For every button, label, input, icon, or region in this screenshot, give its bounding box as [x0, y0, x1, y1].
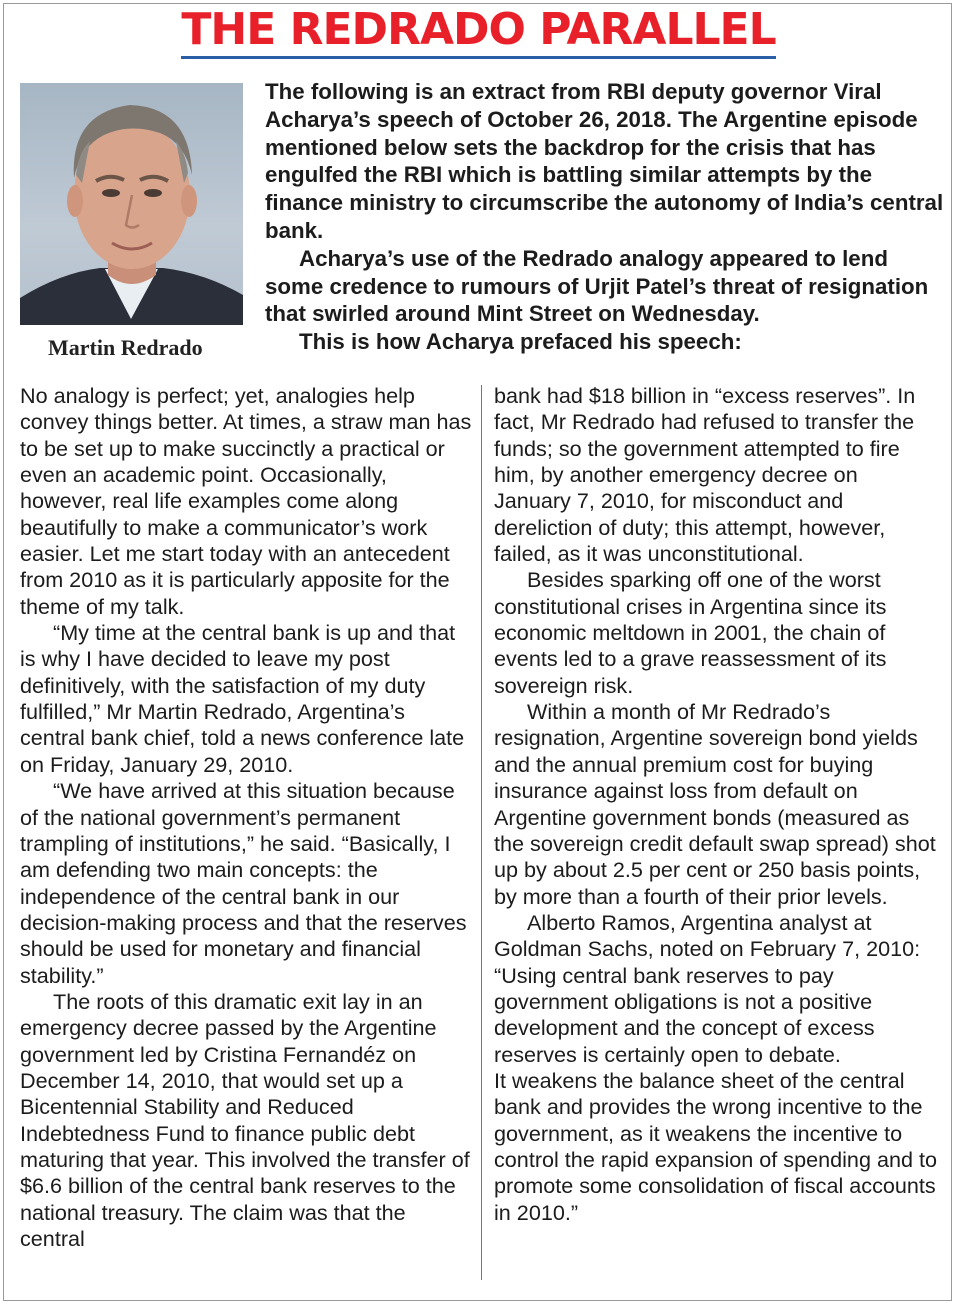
- body-paragraph: Besides sparking off one of the worst constitutional crises in Argentina since its economic meltdown in 2001, the chain of events led to a grave reassessment of its sovereign risk.: [494, 567, 887, 698]
- portrait-photo: [20, 83, 243, 325]
- body-paragraph: Within a month of Mr Redrado’s resignation, Argentine sovereign bond yields and the annual premium cost for buying insurance against loss from default on Argentine government bonds (measured as the sovereign credit default swap spread) shot up by about 2.5 per cent or 250 basis points, by more than a fourth of their prior levels.: [494, 699, 936, 909]
- body-paragraph: Alberto Ramos, Argentina analyst at Goldman Sachs, noted on February 7, 2010: “Using central bank reserves to pay government obligations is not a positive development and the concept of excess reserves is certainly open to debate.: [494, 909, 921, 1067]
- body-paragraph: “We have arrived at this situation because of the national government’s permanent trampling of institutions,” he said. “Basically, I am defending two main concepts: the independence of the central bank in our decision-making process and that the reserves should be used for monetary and financial stability.”: [20, 778, 467, 988]
- column-divider: [481, 385, 482, 1280]
- body-paragraph: No analogy is perfect; yet, analogies help convey things better. At times, a straw man has to be set up to make succinctly a practical or even an academic point. Occasionally, however, real life examples come along beautifully to make a communicator’s work easier. Let me start today with an antecedent from 2010 as it is particularly apposite for the theme of my talk.: [20, 383, 472, 619]
- intro-paragraph: The following is an extract from RBI deputy governor Viral Acharya’s speech of October 26, 2018. The Argentine episode mentioned below sets the backdrop for the crisis that has engulfed the RBI which is battling similar attempts by the finance ministry to circumscribe the autonomy of India’s central bank.: [265, 79, 944, 243]
- body-paragraph: bank had $18 billion in “excess reserves”. In fact, Mr Redrado had refused to transfer the funds; so the government attempted to fire him, by another emergency decree on January 7, 2010, for misconduct and dereliction of duty; this attempt, however, failed, as it was unconstitutional.: [494, 383, 916, 567]
- right-column: [494, 383, 939, 1226]
- intro-paragraph: This is how Acharya prefaced his speech:: [299, 329, 742, 355]
- photo-caption: Martin Redrado: [48, 335, 203, 360]
- body-paragraph: “My time at the central bank is up and that is why I have decided to leave my post definitively, with the satisfaction of my duty fulfilled,” Mr Martin Redrado, Argentina’s central bank chief, told a news conference late on Friday, January 29, 2010.: [20, 620, 465, 777]
- left-column: [20, 383, 472, 1252]
- body-paragraph: It weakens the balance sheet of the central bank and provides the wrong incentive to the government, as it weakens the incentive to control the rapid expansion of spending and to promote some consolidation of fiscal accounts in 2010.”: [494, 1067, 937, 1225]
- body-paragraph: The roots of this dramatic exit lay in an emergency decree passed by the Argentine government led by Cristina Fernandéz on December 14, 2010, that would set up a Bicentennial Stability and Reduced Indebtedness Fund to finance public debt maturing that year. This involved the transfer of $6.6 billion of the central bank reserves to the national treasury. The claim was that the central: [20, 988, 470, 1251]
- intro-text: [265, 78, 945, 356]
- intro-paragraph: Acharya’s use of the Redrado analogy appeared to lend some credence to rumours of Urjit Patel’s threat of resignation that swirled around Mint Street on Wednesday.: [265, 245, 929, 327]
- headline: [0, 6, 957, 59]
- headline-text: THE REDRADO PARALLEL: [181, 6, 775, 59]
- portrait-illustration: [20, 83, 243, 325]
